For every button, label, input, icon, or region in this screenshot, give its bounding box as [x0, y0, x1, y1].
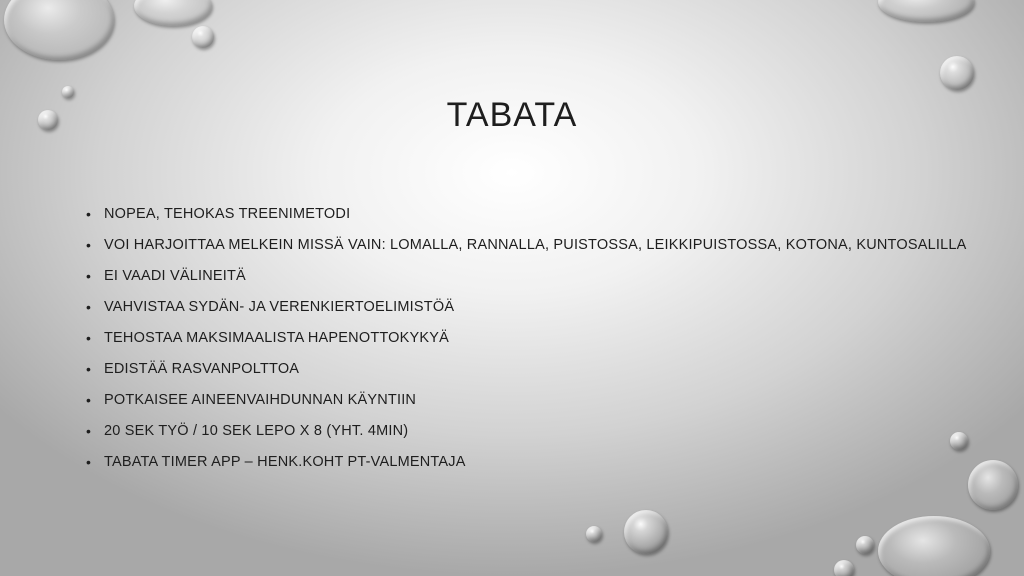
slide-title: TABATA: [446, 96, 578, 134]
list-item: [86, 389, 966, 420]
water-drop-decoration: [878, 0, 974, 22]
list-item: [86, 265, 966, 296]
bullet-text: POTKAISEE AINEENVAIHDUNNAN KÄYNTIIN: [104, 392, 417, 408]
bullet-icon: •: [86, 299, 92, 315]
list-item: [86, 358, 966, 389]
bullet-icon: •: [86, 330, 92, 346]
water-drop-decoration: [878, 516, 990, 576]
bullet-text: EI VAADI VÄLINEITÄ: [104, 268, 246, 284]
water-drop-decoration: [968, 460, 1018, 510]
bullet-icon: •: [86, 206, 92, 222]
bullet-text: VOI HARJOITTAA MELKEIN MISSÄ VAIN: LOMALLA, RANNALLA, PUISTOSSA, LEIKKIPUISTOSSA, KOTONA, KUNTOSALILLA: [104, 237, 967, 253]
water-drop-decoration: [4, 0, 114, 60]
water-drop-decoration: [134, 0, 212, 26]
bullet-icon: •: [86, 237, 92, 253]
list-item: [86, 420, 966, 451]
bullet-list: [86, 203, 966, 482]
bullet-icon: •: [86, 454, 92, 470]
water-drop-decoration: [940, 56, 974, 90]
bullet-text: 20 SEK TYÖ / 10 SEK LEPO X 8 (YHT. 4MIN): [104, 423, 409, 439]
list-item: [86, 234, 966, 265]
water-drop-decoration: [192, 26, 214, 48]
bullet-icon: •: [86, 392, 92, 408]
bullet-text: EDISTÄÄ RASVANPOLTTOA: [104, 361, 300, 377]
water-drop-decoration: [586, 526, 602, 542]
list-item: [86, 203, 966, 234]
bullet-text: VAHVISTAA SYDÄN- JA VERENKIERTOELIMISTÖÄ: [104, 299, 455, 315]
water-drop-decoration: [834, 560, 854, 576]
bullet-icon: •: [86, 423, 92, 439]
list-item: [86, 451, 966, 482]
bullet-text: NOPEA, TEHOKAS TREENIMETODI: [104, 206, 351, 222]
list-item: [86, 296, 966, 327]
bullet-icon: •: [86, 361, 92, 377]
water-drop-decoration: [624, 510, 668, 554]
bullet-icon: •: [86, 268, 92, 284]
bullet-text: TEHOSTAA MAKSIMAALISTA HAPENOTTOKYKYÄ: [104, 330, 450, 346]
bullet-text: TABATA TIMER APP – HENK.KOHT PT-VALMENTAJA: [104, 454, 466, 470]
list-item: [86, 327, 966, 358]
water-drop-decoration: [856, 536, 874, 554]
